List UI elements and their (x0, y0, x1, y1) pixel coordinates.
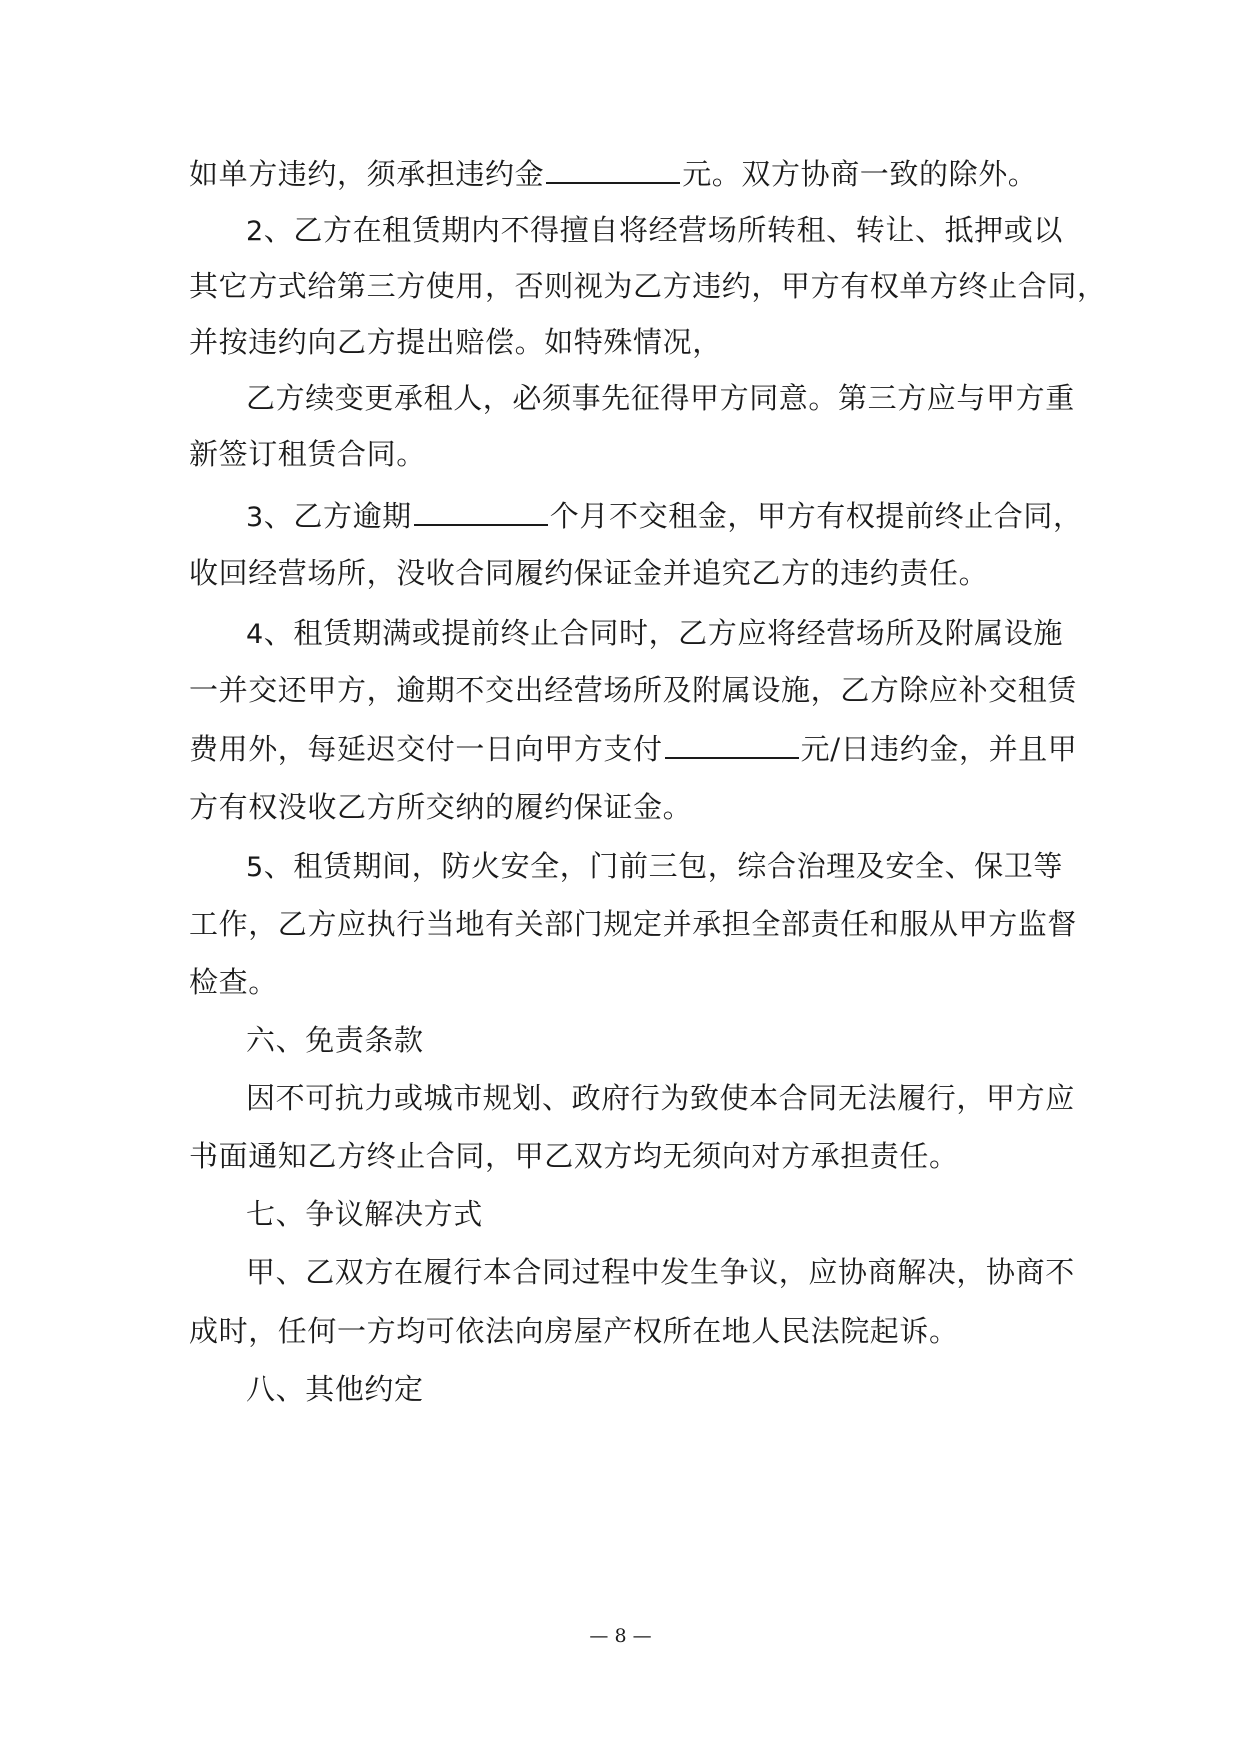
clause-4: 4、租赁期满或提前终止合同时，乙方应将经营场所及附属设施 (246, 616, 1063, 650)
clause-2: 2、乙方在租赁期内不得擅自将经营场所转租、转让、抵押或以 (246, 213, 1063, 247)
clause-3: 3、乙方逾期 个月不交租金，甲方有权提前终止合同， (246, 499, 1083, 533)
fill-in-blank (665, 731, 799, 759)
text-line: 甲、乙双方在履行本合同过程中发生争议，应协商解决，协商不 (246, 1255, 1075, 1289)
text-line: 其它方式给第三方使用，否则视为乙方违约，甲方有权单方终止合同， (189, 269, 1107, 303)
text-line: 一并交还甲方，逾期不交出经营场所及附属设施，乙方除应补交租赁 (189, 673, 1078, 707)
text-line: 乙方续变更承租人，必须事先征得甲方同意。第三方应与甲方重 (246, 381, 1075, 415)
fill-in-blank (414, 498, 548, 526)
text-line: 并按违约向乙方提出赔偿。如特殊情况， (189, 325, 722, 359)
section-heading: 七、争议解决方式 (246, 1197, 483, 1231)
text-line: 费用外，每延迟交付一日向甲方支付 元/日违约金，并且甲 (189, 732, 1078, 766)
section-heading: 六、免责条款 (246, 1023, 424, 1057)
text-line: 收回经营场所，没收合同履约保证金并追究乙方的违约责任。 (189, 556, 989, 590)
text-line: 方有权没收乙方所交纳的履约保证金。 (189, 790, 693, 824)
text-line: 工作，乙方应执行当地有关部门规定并承担全部责任和服从甲方监督 (189, 907, 1078, 941)
text-line: 新签订租赁合同。 (189, 437, 426, 471)
fill-in-blank (546, 156, 680, 184)
text-line: 检查。 (189, 965, 278, 999)
text-line: 成时，任何一方均可依法向房屋产权所在地人民法院起诉。 (189, 1314, 959, 1348)
page-number: — 8 — (589, 1625, 652, 1647)
text-line: 书面通知乙方终止合同，甲乙双方均无须向对方承担责任。 (189, 1139, 959, 1173)
text-line: 因不可抗力或城市规划、政府行为致使本合同无法履行，甲方应 (246, 1081, 1075, 1115)
text-line: 如单方违约，须承担违约金 元。双方协商一致的除外。 (189, 157, 1038, 191)
section-heading: 八、其他约定 (246, 1372, 424, 1406)
clause-5: 5、租赁期间，防火安全，门前三包，综合治理及安全、保卫等 (246, 849, 1063, 883)
